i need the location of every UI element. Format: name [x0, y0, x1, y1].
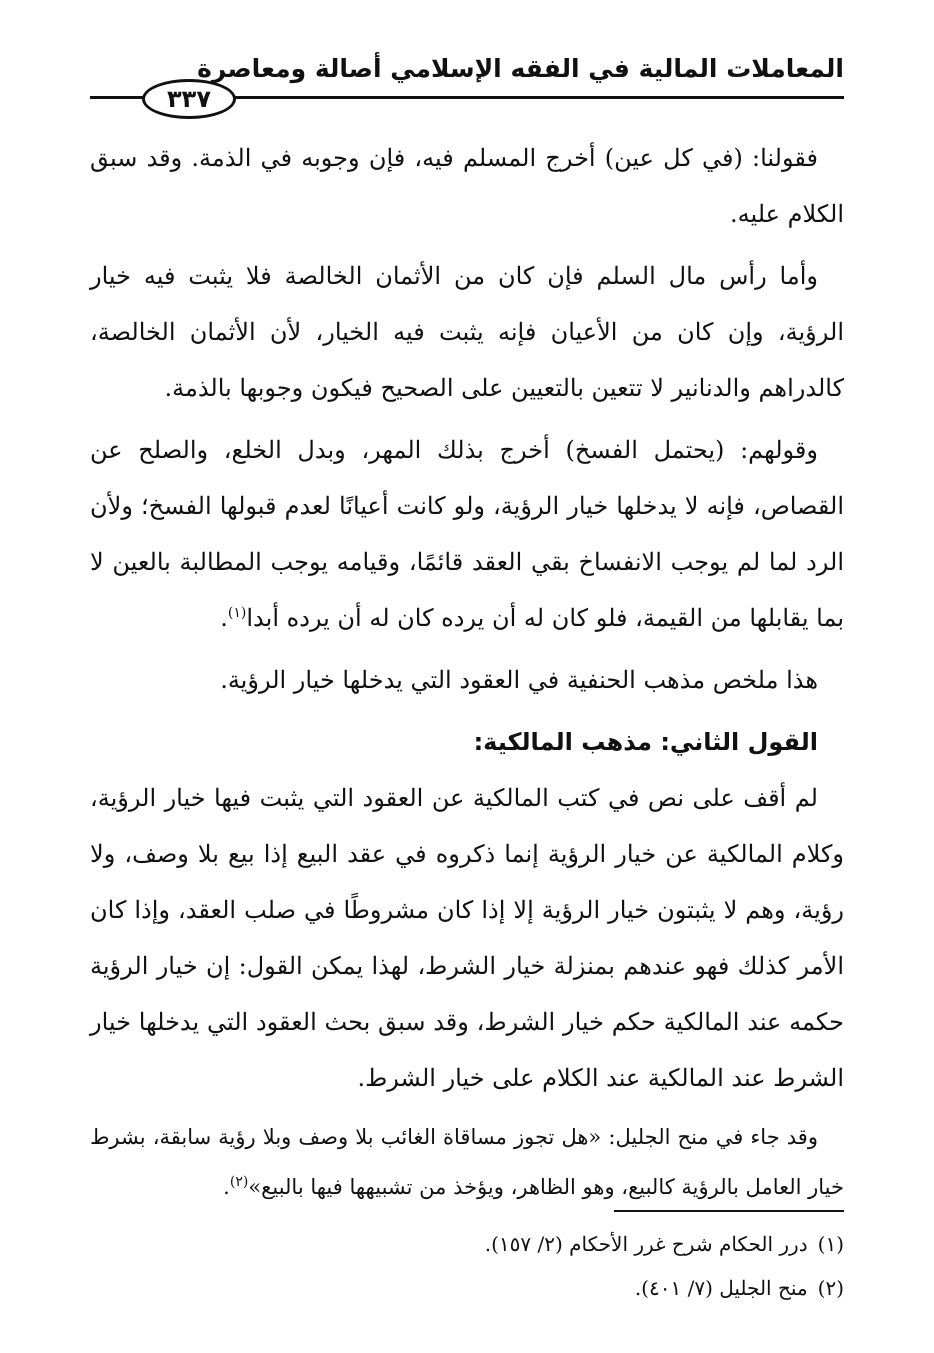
page-number: ٣٣٧: [142, 79, 236, 119]
running-title: المعاملات المالية في الفقه الإسلامي أصالة ومعاصرة: [197, 54, 844, 83]
footnote-2: [90, 1266, 844, 1310]
paragraph-2: وأما رأس مال السلم فإن كان من الأثمان الخالصة فلا يثبت فيه خيار الرؤية، وإن كان من الأعيان فإنه يثبت فيه الخيار، لأن الأثمان الخالصة، كالدراهم والدنانير لا تتعين بالتعيين على الصحيح فيكون وجوبها بالذمة.: [90, 262, 844, 402]
footnotes: [90, 1222, 844, 1310]
paragraph-6-end: .: [223, 1175, 230, 1199]
paragraph-5: لم أقف على نص في كتب المالكية عن العقود التي يثبت فيها خيار الرؤية، وكلام المالكية عن خيار الرؤية إنما ذكروه في عقد البيع إذا بيع بلا وصف، ولا رؤية، وهم لا يثبتون خيار الرؤية إلا إذا كان مشروطًا في صلب العقد، وإذا كان الأمر كذلك فهو عندهم بمنزلة خيار الشرط، لهذا يمكن القول: إن خيار الرؤية حكمه عند المالكية حكم خيار الشرط، وقد سبق بحث العقود التي يدخلها خيار الشرط عند المالكية عند الكلام على خيار الشرط.: [90, 784, 845, 1092]
footnote-text: منح الجليل (٧/ ٤٠١).: [634, 1276, 808, 1300]
footnote-ref-1: (١): [227, 605, 247, 621]
footnote-text: درر الحكام شرح غرر الأحكام (٢/ ١٥٧).: [484, 1232, 808, 1256]
footnote-1: [90, 1222, 844, 1266]
paragraph-6-text: وقد جاء في منح الجليل: «هل تجوز مساقاة الغائب بلا وصف وبلا رؤية سابقة، بشرط خيار العامل بالرؤية كالبيع، وهو الظاهر، ويؤخذ من تشبيهها فيها بالبيع»: [90, 1125, 844, 1199]
paragraph-6: [90, 1112, 844, 1212]
paragraph-3: [90, 422, 844, 646]
paragraph-3-end: .: [220, 604, 228, 632]
footnote-ref-2: (٢): [229, 1174, 249, 1190]
section-heading: القول الثاني: مذهب المالكية:: [473, 728, 818, 756]
paragraph-3-text: وقولهم: (يحتمل الفسخ) أخرج بذلك المهر، وبدل الخلع، والصلح عن القصاص، فإنه لا يدخلها خيار الرؤية، ولو كانت أعيانًا لعدم قبولها الفسخ؛ ولأن الرد لما لم يوجب الانفساخ بقي العقد قائمًا، وقيامه يوجب المطالبة بالعين لا بما يقابلها من القيمة، فلو كان له أن يرده كان له أن يرده أبدا: [90, 436, 844, 632]
paragraph-4: هذا ملخص مذهب الحنفية في العقود التي يدخلها خيار الرؤية.: [220, 666, 818, 694]
footnote-marker: (١): [817, 1232, 844, 1256]
footnote-marker: (٢): [817, 1276, 844, 1300]
paragraph-1: فقولنا: (في كل عين) أخرج المسلم فيه، فإن وجوبه في الذمة. وقد سبق الكلام عليه.: [90, 144, 844, 228]
body-text: [90, 130, 844, 1218]
footnote-rule: [614, 1210, 844, 1212]
